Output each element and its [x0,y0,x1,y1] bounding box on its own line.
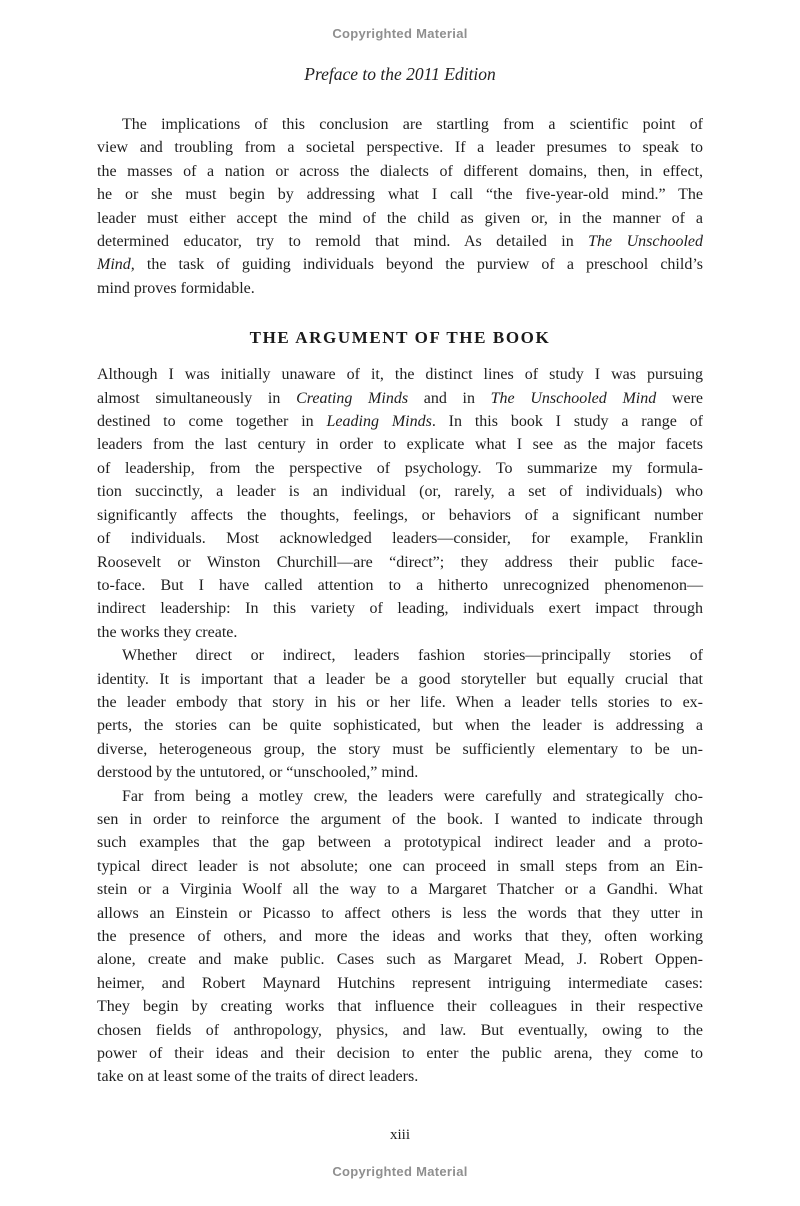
text-line: stein or a Virginia Woolf all the way to a Margaret Thatcher or a Gandhi. What [97,881,703,899]
text-column [97,113,703,1089]
text-line: identity. It is important that a leader be a good storyteller but equally crucial that [97,670,703,688]
text-line: sen in order to reinforce the argument of the book. I wanted to indicate through [97,810,703,828]
text-line: the leader embody that story in his or her life. When a leader tells stories to ex- [97,693,703,711]
text-line: he or she must begin by addressing what I call “the five-year-old mind.” The [97,186,703,204]
text-line: such examples that the gap between a prototypical indirect leader and a proto- [97,834,703,852]
copyright-notice-bottom: Copyrighted Material [332,1163,468,1179]
text-line: allows an Einstein or Picasso to affect others is less the words that they utter in [97,904,703,922]
text-line: indirect leadership: In this variety of leading, individuals exert impact through [97,600,703,618]
text-line: the presence of others, and more the ideas and works that they, often working [97,928,703,945]
paragraph [97,644,703,784]
text-line: derstood by the untutored, or “unschooled,” mind. [97,764,419,782]
text-line: heimer, and Robert Maynard Hutchins represent intriguing intermediate cases: [97,974,703,992]
text-line: power of their ideas and their decision to enter the public arena, they come to [97,1045,703,1063]
text-line: take on at least some of the traits of direct leaders. [97,1068,419,1086]
text-line: almost simultaneously in Creating Minds and in The Unschooled Mind were [97,389,704,407]
copyright-notice-top: Copyrighted Material [332,26,468,41]
text-line: They begin by creating works that influence their colleagues in their respective [97,998,703,1016]
text-line: chosen fields of anthropology, physics, and law. But eventually, owing to the [97,1021,703,1039]
text-line: of leadership, from the perspective of psychology. To summarize my formula- [97,459,703,477]
text-line: Whether direct or indirect, leaders fashion stories—principally stories of [122,647,703,665]
text-line: the works they create. [97,623,238,641]
text-line: to-face. But I have called attention to a hitherto unrecognized phenomenon— [97,576,703,594]
text-line: significantly affects the thoughts, feelings, or behaviors of a significant number [97,506,703,524]
text-line: of individuals. Most acknowledged leaders—consider, for example, Franklin [97,530,703,548]
text-line: Far from being a motley crew, the leaders were carefully and strategically cho- [122,787,703,805]
text-line: view and troubling from a societal perspective. If a leader presumes to speak to [97,139,703,157]
text-line: Although I was initially unaware of it, the distinct lines of study I was pursuing [97,366,703,384]
text-line: leader must either accept the mind of the child as given or, in the manner of a [97,209,703,227]
section-heading: THE ARGUMENT OF THE BOOK [249,328,551,348]
text-line: typical direct leader is not absolute; one can proceed in small steps from an Ein- [97,857,703,875]
text-line: The implications of this conclusion are startling from a scientific point of [122,116,703,133]
text-line: determined educator, try to remold that mind. As detailed in The Unschooled [97,233,704,251]
text-line: perts, the stories can be quite sophisticated, but when the leader is addressing a [97,717,703,735]
paragraph [97,363,703,644]
text-line: leaders from the last century in order to explicate what I see as the major facets [97,436,703,454]
text-line: tion succinctly, a leader is an individual (or, rarely, a set of individuals) who [97,483,703,501]
text-line: Roosevelt or Winston Churchill—are “direct”; they address their public face- [97,553,703,571]
text-line: the masses of a nation or across the dialects of different domains, then, in effect, [97,162,703,180]
text-line: destined to come together in Leading Minds. In this book I study a range of [97,413,704,431]
paragraph [97,785,703,1089]
page-title: Preface to the 2011 Edition [304,64,496,84]
text-line: mind proves formidable. [97,279,255,297]
text-line: Mind, the task of guiding individuals beyond the purview of a preschool child’s [97,256,703,274]
text-line: diverse, heterogeneous group, the story must be sufficiently elementary to be un- [97,740,703,758]
text-line: alone, create and make public. Cases such as Margaret Mead, J. Robert Oppen- [97,951,703,969]
page-number: xiii [389,1126,410,1143]
paragraph [97,113,703,300]
